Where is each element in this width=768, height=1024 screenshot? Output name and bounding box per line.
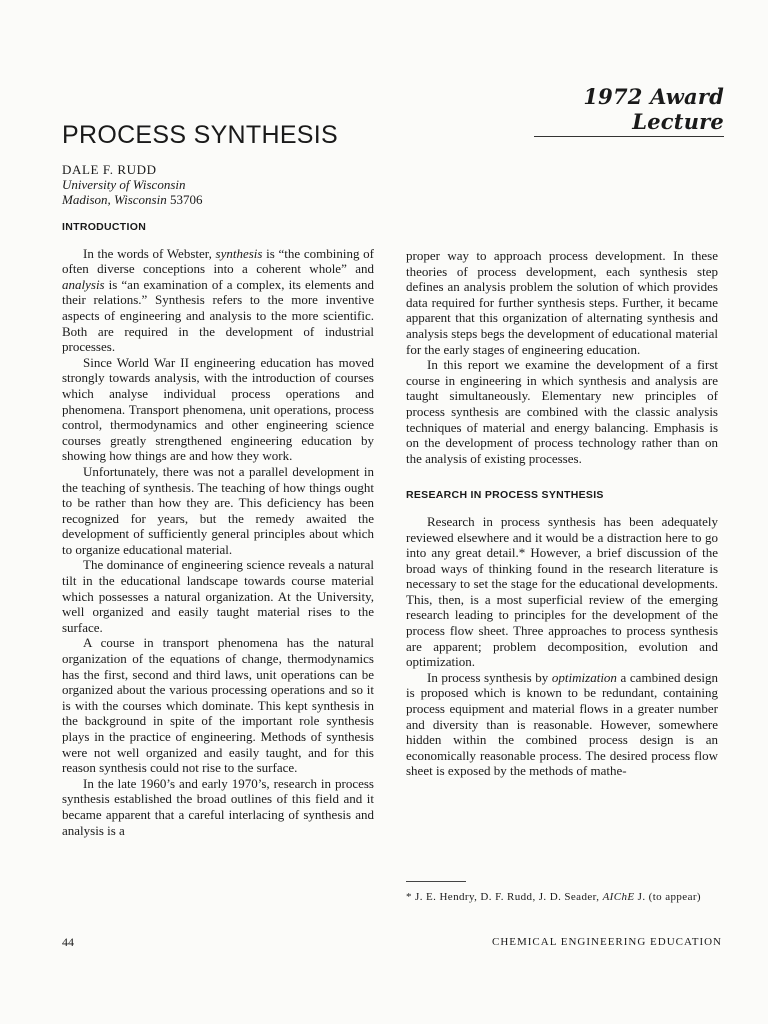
paragraph: In the late 1960’s and early 1970’s, research in process synthesis established the broad outlines of this field and it became apparent that a careful interlacing of synthesis and analysis is a xyxy=(62,775,374,838)
paragraph xyxy=(62,246,374,355)
paragraph: A course in transport phenomena has the natural organization of the equations of change, thermodynamics has the first, second and third laws, unit operations can be organized about the various processing operations and so it is with the courses which dominate. This kept synthesis in the background in spite of the important role synthesis plays in the practice of engineering. Methods of synthesis were not well organized and easily taught, and for this reason synthesis could not rise to the surface. xyxy=(62,635,374,776)
text-run: a cambined design is proposed which is known to be redundant, containing process equipment and material flows in a greater number and diversity than is reasonable. However, somewhere hidden within the combined process design is an economically reasonable process. The desired process flow sheet is exposed by the methods of mathe- xyxy=(406,669,718,779)
paragraph: The dominance of engineering science reveals a natural tilt in the educational landscape towards course material which possesses a natural organization. At the University, well organized and easily taught material rises to the surface. xyxy=(62,557,374,635)
text-run: J. (to appear) xyxy=(634,891,701,903)
emphasis-optimization: optimization xyxy=(551,669,617,685)
emphasis-analysis: analysis xyxy=(62,276,105,292)
author-name: DALE F. RUDD xyxy=(62,162,157,177)
paragraph xyxy=(406,670,718,779)
footnote-divider xyxy=(406,881,466,882)
right-column xyxy=(406,248,718,779)
text-run: is “the combining of often diverse conceptions into a coherent whole” and xyxy=(62,245,374,277)
text-run: In process synthesis by xyxy=(427,669,552,685)
article-title: PROCESS SYNTHESIS xyxy=(62,121,338,149)
page-number: 44 xyxy=(62,935,74,949)
affiliation-zip: 53706 xyxy=(169,192,203,207)
emphasis-journal: AIChE xyxy=(602,891,635,903)
affiliation-university: University of Wisconsin xyxy=(62,177,186,192)
emphasis-synthesis: synthesis xyxy=(215,245,263,261)
text-run: * J. E. Hendry, D. F. Rudd, J. D. Seader, xyxy=(406,891,603,903)
paragraph-continued: proper way to approach process development. In these theories of process development, each synthesis step defines an analysis problem the solution of which provides data required for further synthesis steps. Further, it became apparent that this organization of alternating synthesis and analysis steps begs the development of educational material for the early stages of engineering education. xyxy=(406,248,718,357)
paragraph: Research in process synthesis has been adequately reviewed elsewhere and it would be a distraction here to go into any great detail.* However, a brief discussion of the broad ways of thinking found in the research literature is necessary to set the stage for the educational developments. This, then, is a most superficial review of the emerging research leading to principles for the development of the process flow sheet. Three approaches to process synthesis are apparent; problem decomposition, evolution and optimization. xyxy=(406,513,718,670)
paragraph: In this report we examine the development of a first course in engineering in which synthesis and analysis are taught simultaneously. Elementary new principles of process synthesis are combined with the classic analysis techniques of material and energy balancing. Emphasis is on the development of process technology rather than on the analysis of existing processes. xyxy=(406,357,718,466)
footnote xyxy=(406,890,724,904)
text-run: In the words of Webster, xyxy=(83,245,216,261)
affiliation-location xyxy=(62,192,202,207)
journal-name: CHEMICAL ENGINEERING EDUCATION xyxy=(491,936,722,948)
award-lecture-banner: 1972 Award Lecture xyxy=(534,84,724,137)
left-column xyxy=(62,220,374,838)
section-heading-research: RESEARCH IN PROCESS SYNTHESIS xyxy=(406,489,604,502)
text-run: is “an examination of a complex, its elements and their relations.” Synthesis refers to the more inventive aspects of engineering and analysis to the more scientific. Both are required in the development of industrial processes. xyxy=(62,276,374,355)
paragraph: Since World War II engineering education has moved strongly towards analysis, with the introduction of courses which analyse individual process operations and phenomena. Transport phenomena, unit operations, process control, thermodynamics and other engineering science courses greatly strengthened engineering education by showing how things are and how they work. xyxy=(62,354,374,464)
byline xyxy=(62,162,202,207)
affiliation-city: Madison, Wisconsin xyxy=(62,192,167,207)
paragraph: Unfortunately, there was not a parallel development in the teaching of synthesis. The teaching of how things ought to be rather than how they are. This deficiency has been recognized for years, but the remedy awaited the development of sufficiently general principles about which to organize educational material. xyxy=(62,463,374,557)
section-heading-introduction: INTRODUCTION xyxy=(62,221,147,233)
